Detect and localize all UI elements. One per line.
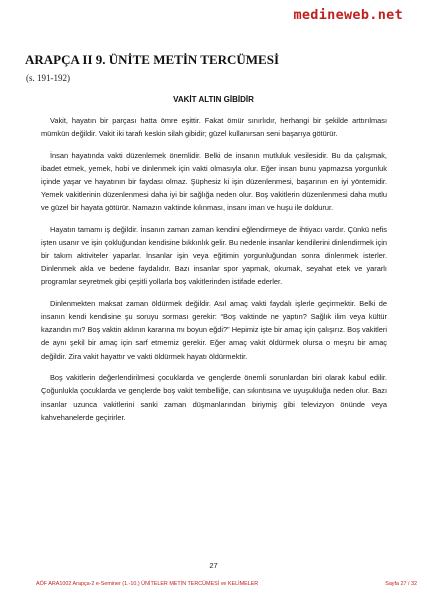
page-number: 27: [209, 561, 218, 570]
page-range: (s. 191-192): [26, 73, 70, 83]
document-body: [41, 114, 387, 432]
paragraph-4: Dinlenmekten maksat zaman öldürmek değildir. Asıl amaç vakti faydalı işlerle geçirmektir. Belki de insanın kendi kendisine şu soruyu sorması gerekir: “Boş vaktinde ne yaptın? Sağlık ilim veya kültür kazandın mı? Boş vaktin aklının kararına mı boyun eğdi?” Hepimiz işte bir amaç için çalışırız. Boş vakitleri de aynı şekil bir amaç için sarf etmemiz gerekir. Eğer amaç vakit öldürmek olursa o meşru bir amaç değildir. Zira vakit hayattır ve vakti öldürmek hayatı öldürmektir.: [41, 299, 387, 361]
footer-course-title: AÖF ARA1002 Arapça-2 e-Seminer (1.-10.) ÜNİTELER METİN TERCÜMESİ ve KELİMELER: [36, 581, 259, 587]
footer-page-indicator: Sayfa 27 / 32: [385, 581, 417, 587]
page-footer: [36, 581, 417, 587]
page-title: ARAPÇA II 9. ÜNİTE METİN TERCÜMESİ: [25, 52, 280, 67]
site-watermark: medineweb.net: [293, 7, 403, 23]
paragraph-5: Boş vakitlerin değerlendirilmesi çocuklarda ve gençlerde önemli sorunlardan biri olarak kabul edilir. Çoğunlukla çocuklarda ve gençlerde boş vakit tembelliğe, can sıkıntısına ve uyuşukluğa neden olur. Bazı insanlar uzunca vakitlerini sanki zaman düşmanlarından biriymiş gibi televizyon önünde veya kahvehanelerde geçirirler.: [41, 373, 387, 422]
section-subtitle: VAKİT ALTIN GİBİDİR: [173, 95, 254, 104]
paragraph-1: Vakit, hayatın bir parçası hatta ömre eşittir. Fakat ömür sınırlıdır, herhangi bir şekilde arttırılması mümkün değildir. Vakit iki tarafı keskin silah gibidir; güzel kullanırsan seni başarıya götürür.: [41, 116, 387, 139]
paragraph-2: İnsan hayatında vakti düzenlemek önemlidir. Belki de insanın mutluluk vesilesidir. Bu da çalışmak, ibadet etmek, yemek, hobi ve dinlenmek için vakti olmasıyla olur. Eğer insan bunu yapmazsa yorgunluk içinde yaşar ve hayatının bir faydası olmaz. Şüphesiz ki işin düzenlenmesi, başarının en iyi yöntemidir. Yemek vakitlerinin düzenlenmesi daha iyi bir sağlığa neden olur. Boş vakitlerin düzenlenmesi daha mutlu ve güzel bir hayata götürür. Namazın vaktinde kılınması, insanı iman ve huşu ile doldurur.: [41, 150, 387, 213]
paragraph-3: Hayatın tamamı iş değildir. İnsanın zaman zaman kendini eğlendirmeye de ihtiyacı vardır. Çünkü nefis işten usanır ve işin çokluğundan kendisine bıkkınlık gelir. Bu nedenle insanlar kendilerini dinlendirmek için bir takım aktiviteler yaparlar. İnsanlar işin veya eğitimin yorgunluğundan sonra dinlenmek isterler. Dinlenmek akla ve bedene faydalıdır. Bazı insanlar spor yapmak, okumak, seyahat etek ve yararlı programlar seyretmek gibi çeşitli yollarla boş vakitlerinden istifade ederler.: [41, 225, 387, 287]
